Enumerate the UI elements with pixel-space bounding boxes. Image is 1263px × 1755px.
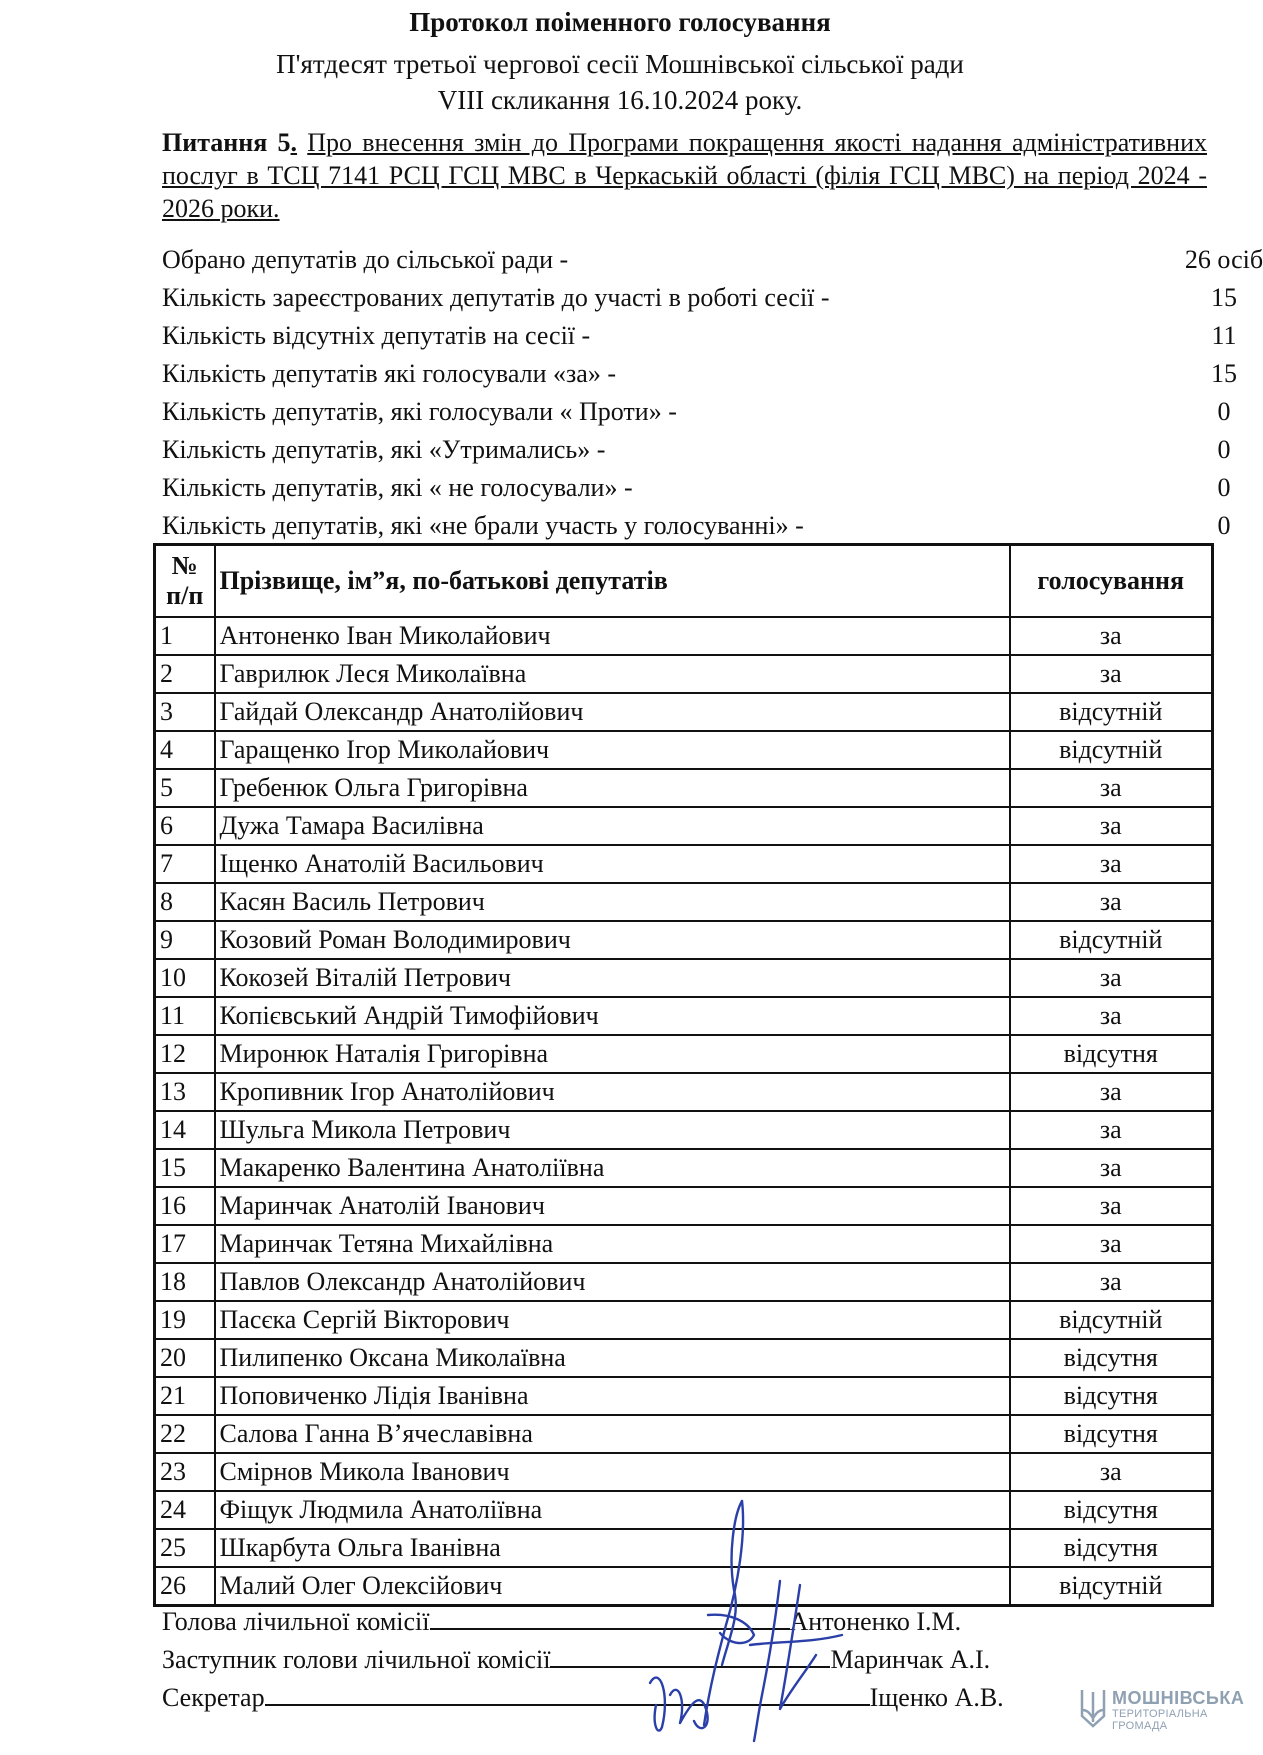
stat-row xyxy=(162,393,1231,431)
stat-row xyxy=(162,241,1263,279)
stat-label: Обрано депутатів до сільської ради - xyxy=(162,245,569,274)
handwritten-signature xyxy=(630,1495,870,1745)
table-row xyxy=(155,655,1213,693)
row-number: 17 xyxy=(155,1225,215,1263)
deputy-name: Маринчак Анатолій Іванович xyxy=(215,1187,1010,1225)
table-row xyxy=(155,1149,1213,1187)
vote-result: відсутня xyxy=(1010,1035,1213,1073)
row-number: 8 xyxy=(155,883,215,921)
header-vote: голосування xyxy=(1010,545,1213,618)
row-number: 18 xyxy=(155,1263,215,1301)
row-number: 13 xyxy=(155,1073,215,1111)
stat-value: 0 xyxy=(1217,435,1231,464)
table-row xyxy=(155,1225,1213,1263)
deputy-name: Гребенюк Ольга Григорівна xyxy=(215,769,1010,807)
deputy-name: Іщенко Анатолій Васильович xyxy=(215,845,1010,883)
vote-result: відсутня xyxy=(1010,1491,1213,1529)
stat-label: Кількість зареєстрованих депутатів до участі в роботі сесії - xyxy=(162,283,830,312)
vote-result: за xyxy=(1010,769,1213,807)
deputy-name: Шульга Микола Петрович xyxy=(215,1111,1010,1149)
table-row xyxy=(155,921,1213,959)
header-name: Прізвище, ім”я, по-батькові депутатів xyxy=(215,545,1010,618)
row-number: 7 xyxy=(155,845,215,883)
deputy-name: Фіщук Людмила Анатоліївна xyxy=(215,1491,1010,1529)
stat-label: Кількість депутатів, які « не голосували» - xyxy=(162,473,633,502)
question-label: Питання 5. xyxy=(162,128,298,157)
row-number: 11 xyxy=(155,997,215,1035)
deputy-name: Гаращенко Ігор Миколайович xyxy=(215,731,1010,769)
deputy-name: Дужа Тамара Василівна xyxy=(215,807,1010,845)
row-number: 25 xyxy=(155,1529,215,1567)
deputy-name: Пасєка Сергій Вікторович xyxy=(215,1301,1010,1339)
header-number: № п/п xyxy=(155,545,215,618)
row-number: 14 xyxy=(155,1111,215,1149)
signature-name: Маринчак А.І. xyxy=(830,1645,991,1674)
row-number: 15 xyxy=(155,1149,215,1187)
stat-row xyxy=(162,317,1237,355)
row-number: 4 xyxy=(155,731,215,769)
roll-call-table xyxy=(153,543,1214,1607)
stat-value: 26 осіб xyxy=(1184,245,1263,274)
vote-result: за xyxy=(1010,845,1213,883)
deputy-name: Салова Ганна В’ячеславівна xyxy=(215,1415,1010,1453)
session-subtitle: П'ятдесят третьої чергової сесії Мошнівської сільської ради xyxy=(276,49,964,79)
row-number: 1 xyxy=(155,617,215,655)
vote-result: відсутній xyxy=(1010,921,1213,959)
stat-row xyxy=(162,507,1231,545)
row-number: 3 xyxy=(155,693,215,731)
deputy-name: Малий Олег Олексійович xyxy=(215,1567,1010,1606)
stat-value: 0 xyxy=(1217,473,1231,502)
table-row xyxy=(155,1187,1213,1225)
deputy-name: Маринчак Тетяна Михайлівна xyxy=(215,1225,1010,1263)
deputy-name: Гаврилюк Леся Миколаївна xyxy=(215,655,1010,693)
deputy-name: Кокозей Віталій Петрович xyxy=(215,959,1010,997)
vote-result: відсутня xyxy=(1010,1339,1213,1377)
table-row xyxy=(155,731,1213,769)
table-row xyxy=(155,1111,1213,1149)
vote-result: за xyxy=(1010,1149,1213,1187)
row-number: 6 xyxy=(155,807,215,845)
signature-role: Заступник голови лічильної комісії xyxy=(162,1645,551,1674)
deputy-name: Антоненко Іван Миколайович xyxy=(215,617,1010,655)
vote-result: за xyxy=(1010,1453,1213,1491)
table-row xyxy=(155,997,1213,1035)
vote-result: за xyxy=(1010,617,1213,655)
logo-text: МОШНІВСЬКА ТЕРИТОРІАЛЬНА ГРОМАДА xyxy=(1112,1688,1245,1732)
stat-label: Кількість депутатів, які «Утримались» - xyxy=(162,435,606,464)
community-logo xyxy=(1078,1686,1245,1736)
vote-result: за xyxy=(1010,1073,1213,1111)
row-number: 19 xyxy=(155,1301,215,1339)
vote-result: відсутня xyxy=(1010,1415,1213,1453)
row-number: 5 xyxy=(155,769,215,807)
vote-statistics xyxy=(162,241,1263,545)
deputy-name: Гайдай Олександр Анатолійович xyxy=(215,693,1010,731)
deputy-name: Смірнов Микола Іванович xyxy=(215,1453,1010,1491)
row-number: 21 xyxy=(155,1377,215,1415)
stat-value: 15 xyxy=(1211,283,1237,312)
stat-row xyxy=(162,279,1237,317)
table-row xyxy=(155,1377,1213,1415)
deputy-name: Кропивник Ігор Анатолійович xyxy=(215,1073,1010,1111)
stat-value: 0 xyxy=(1217,511,1231,540)
vote-result: відсутній xyxy=(1010,731,1213,769)
row-number: 26 xyxy=(155,1567,215,1606)
table-row xyxy=(155,617,1213,655)
row-number: 22 xyxy=(155,1415,215,1453)
row-number: 23 xyxy=(155,1453,215,1491)
table-row xyxy=(155,693,1213,731)
row-number: 16 xyxy=(155,1187,215,1225)
deputy-name: Касян Василь Петрович xyxy=(215,883,1010,921)
vote-result: за xyxy=(1010,807,1213,845)
table-row xyxy=(155,1415,1213,1453)
stat-row xyxy=(162,355,1237,393)
vote-result: за xyxy=(1010,1187,1213,1225)
trident-icon xyxy=(1078,1686,1108,1730)
stat-value: 11 xyxy=(1211,321,1237,350)
table-row xyxy=(155,769,1213,807)
deputy-name: Макаренко Валентина Анатоліївна xyxy=(215,1149,1010,1187)
convocation-date: VIII скликання 16.10.2024 року. xyxy=(437,85,803,115)
table-header-row xyxy=(155,545,1213,618)
deputy-name: Козовий Роман Володимирович xyxy=(215,921,1010,959)
vote-result: за xyxy=(1010,1225,1213,1263)
deputy-name: Шкарбута Ольга Іванівна xyxy=(215,1529,1010,1567)
deputy-name: Пилипенко Оксана Миколаївна xyxy=(215,1339,1010,1377)
deputy-name: Миронюк Наталія Григорівна xyxy=(215,1035,1010,1073)
table-row xyxy=(155,1453,1213,1491)
table-row xyxy=(155,1339,1213,1377)
vote-result: відсутня xyxy=(1010,1377,1213,1415)
table-row xyxy=(155,1263,1213,1301)
stat-value: 15 xyxy=(1211,359,1237,388)
table-row xyxy=(155,959,1213,997)
stat-value: 0 xyxy=(1217,397,1231,426)
agenda-question xyxy=(162,126,1207,225)
vote-result: відсутній xyxy=(1010,1567,1213,1606)
table-row xyxy=(155,807,1213,845)
signature-role: Голова лічильної комісії xyxy=(162,1607,430,1636)
vote-result: відсутній xyxy=(1010,1301,1213,1339)
vote-result: за xyxy=(1010,997,1213,1035)
vote-result: за xyxy=(1010,883,1213,921)
row-number: 24 xyxy=(155,1491,215,1529)
vote-result: за xyxy=(1010,1263,1213,1301)
stat-row xyxy=(162,431,1231,469)
table-row xyxy=(155,1073,1213,1111)
row-number: 20 xyxy=(155,1339,215,1377)
table-row xyxy=(155,883,1213,921)
signature-role: Секретар xyxy=(162,1683,265,1712)
row-number: 10 xyxy=(155,959,215,997)
table-row xyxy=(155,1301,1213,1339)
stat-row xyxy=(162,469,1231,507)
vote-result: за xyxy=(1010,959,1213,997)
document-title: Протокол поіменного голосування xyxy=(409,7,831,37)
stat-label: Кількість депутатів, які голосували « Проти» - xyxy=(162,397,677,426)
row-number: 9 xyxy=(155,921,215,959)
table-row xyxy=(155,845,1213,883)
stat-label: Кількість депутатів, які «не брали участь у голосуванні» - xyxy=(162,511,804,540)
vote-result: за xyxy=(1010,655,1213,693)
vote-result: за xyxy=(1010,1111,1213,1149)
row-number: 12 xyxy=(155,1035,215,1073)
deputy-name: Копієвський Андрій Тимофійович xyxy=(215,997,1010,1035)
deputy-name: Поповиченко Лідія Іванівна xyxy=(215,1377,1010,1415)
signature-name: Антоненко І.М. xyxy=(789,1607,962,1636)
deputy-name: Павлов Олександр Анатолійович xyxy=(215,1263,1010,1301)
table-row xyxy=(155,1035,1213,1073)
question-text: Про внесення змін до Програми покращення якості надання адміністративних послуг в ТСЦ 7141 РСЦ ГСЦ МВС в Черкаській області (філія ГСЦ МВС) на період 2024 - 2026 роки. xyxy=(162,128,1208,223)
stat-label: Кількість депутатів які голосували «за» - xyxy=(162,359,616,388)
signature-name: Іщенко А.В. xyxy=(869,1683,1004,1712)
vote-result: відсутня xyxy=(1010,1529,1213,1567)
row-number: 2 xyxy=(155,655,215,693)
stat-label: Кількість відсутніх депутатів на сесії - xyxy=(162,321,591,350)
vote-result: відсутній xyxy=(1010,693,1213,731)
